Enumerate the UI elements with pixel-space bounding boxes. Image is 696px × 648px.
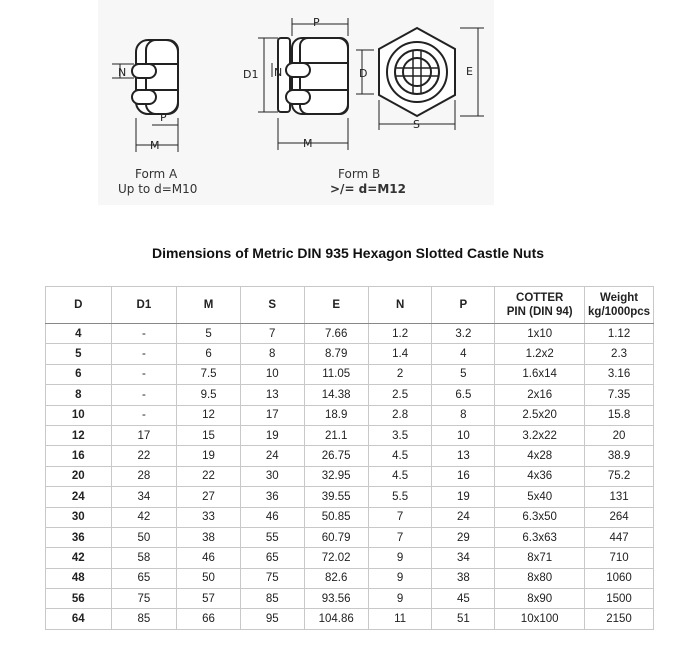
column-header: D <box>46 287 112 324</box>
table-cell: 1500 <box>585 589 654 609</box>
table-cell: 75.2 <box>585 466 654 486</box>
form-b-p-label: P <box>313 16 320 29</box>
table-cell: 34 <box>432 548 495 568</box>
table-cell: 264 <box>585 507 654 527</box>
table-cell: 9.5 <box>177 385 241 405</box>
form-b-d1-label: D1 <box>243 68 259 81</box>
table-row <box>46 466 654 486</box>
table-cell: - <box>111 324 177 344</box>
table-cell: 4 <box>432 344 495 364</box>
form-b-n-label: N <box>274 66 283 79</box>
table-cell: 5 <box>46 344 112 364</box>
table-cell: 29 <box>432 527 495 547</box>
form-b-title: Form B <box>338 167 381 181</box>
table-cell: 104.86 <box>304 609 368 629</box>
table-cell: 10x100 <box>495 609 585 629</box>
form-b-m-label: M <box>303 137 313 150</box>
column-header: D1 <box>111 287 177 324</box>
form-a-nut <box>132 40 178 114</box>
table-cell: 7 <box>240 324 304 344</box>
table-row <box>46 487 654 507</box>
table-row <box>46 609 654 629</box>
table-cell: 2 <box>368 364 432 384</box>
table-cell: 8x71 <box>495 548 585 568</box>
table-cell: 4x28 <box>495 446 585 466</box>
table-cell: 4x36 <box>495 466 585 486</box>
table-row <box>46 364 654 384</box>
table-cell: 33 <box>177 507 241 527</box>
table-cell: 32.95 <box>304 466 368 486</box>
table-cell: 15.8 <box>585 405 654 425</box>
table-cell: 7 <box>368 507 432 527</box>
table-cell: 72.02 <box>304 548 368 568</box>
form-a-title: Form A <box>135 167 178 181</box>
table-cell: 4.5 <box>368 466 432 486</box>
table-cell: 85 <box>240 589 304 609</box>
table-cell: 65 <box>240 548 304 568</box>
table-cell: 11.05 <box>304 364 368 384</box>
table-cell: - <box>111 405 177 425</box>
table-cell: 36 <box>240 487 304 507</box>
table-cell: 447 <box>585 527 654 547</box>
table-cell: 93.56 <box>304 589 368 609</box>
form-a-p-label: P <box>160 111 167 124</box>
table-cell: 8 <box>46 385 112 405</box>
table-cell: 2.5x20 <box>495 405 585 425</box>
table-cell: 10 <box>432 425 495 445</box>
table-cell: 11 <box>368 609 432 629</box>
table-cell: 20 <box>585 425 654 445</box>
table-cell: 6.3x63 <box>495 527 585 547</box>
table-cell: 1.2x2 <box>495 344 585 364</box>
table-cell: 24 <box>432 507 495 527</box>
table-row <box>46 507 654 527</box>
form-a-m-label: M <box>150 139 160 152</box>
table-cell: 14.38 <box>304 385 368 405</box>
table-cell: 27 <box>177 487 241 507</box>
table-cell: 75 <box>111 589 177 609</box>
table-cell: 3.5 <box>368 425 432 445</box>
table-cell: 2.5 <box>368 385 432 405</box>
form-b-nut <box>278 38 348 114</box>
table-cell: 75 <box>240 568 304 588</box>
column-header: E <box>304 287 368 324</box>
table-row <box>46 548 654 568</box>
table-cell: 18.9 <box>304 405 368 425</box>
table-cell: 17 <box>111 425 177 445</box>
table-cell: 34 <box>111 487 177 507</box>
table-cell: 8 <box>240 344 304 364</box>
castle-nut-drawing <box>0 0 696 210</box>
table-cell: 46 <box>240 507 304 527</box>
table-cell: 28 <box>111 466 177 486</box>
table-cell: 50.85 <box>304 507 368 527</box>
table-cell: 20 <box>46 466 112 486</box>
table-cell: 13 <box>240 385 304 405</box>
table-cell: 3.2 <box>432 324 495 344</box>
column-header: COTTER PIN (DIN 94) <box>495 287 585 324</box>
table-cell: - <box>111 364 177 384</box>
table-cell: 64 <box>46 609 112 629</box>
table-cell: 2150 <box>585 609 654 629</box>
table-cell: 3.2x22 <box>495 425 585 445</box>
table-row <box>46 405 654 425</box>
table-cell: 9 <box>368 568 432 588</box>
table-row <box>46 589 654 609</box>
table-cell: 60.79 <box>304 527 368 547</box>
table-cell: 26.75 <box>304 446 368 466</box>
form-a-n-label: N <box>118 66 127 79</box>
table-cell: 12 <box>46 425 112 445</box>
table-cell: 5.5 <box>368 487 432 507</box>
dimensions-table <box>45 286 654 630</box>
table-cell: 50 <box>111 527 177 547</box>
table-cell: 6.5 <box>432 385 495 405</box>
column-header: P <box>432 287 495 324</box>
table-cell: 50 <box>177 568 241 588</box>
table-cell: 12 <box>177 405 241 425</box>
table-row <box>46 425 654 445</box>
page-title: Dimensions of Metric DIN 935 Hexagon Slotted Castle Nuts <box>151 245 545 261</box>
table-cell: 16 <box>432 466 495 486</box>
table-cell: 2.3 <box>585 344 654 364</box>
table-cell: 22 <box>177 466 241 486</box>
table-cell: 46 <box>177 548 241 568</box>
table-cell: 19 <box>240 425 304 445</box>
table-cell: 58 <box>111 548 177 568</box>
table-cell: 15 <box>177 425 241 445</box>
table-row <box>46 385 654 405</box>
table-cell: 8x90 <box>495 589 585 609</box>
form-b-subtitle: >/= d=M12 <box>330 182 406 196</box>
table-cell: 13 <box>432 446 495 466</box>
table-cell: 1060 <box>585 568 654 588</box>
table-cell: 4 <box>46 324 112 344</box>
column-header: S <box>240 287 304 324</box>
table-cell: 9 <box>368 589 432 609</box>
table-cell: 7.66 <box>304 324 368 344</box>
table-cell: 48 <box>46 568 112 588</box>
table-row <box>46 568 654 588</box>
table-cell: 8x80 <box>495 568 585 588</box>
table-cell: 38.9 <box>585 446 654 466</box>
table-cell: 17 <box>240 405 304 425</box>
table-cell: 5 <box>177 324 241 344</box>
hex-d-label: D <box>359 67 368 80</box>
table-cell: 30 <box>46 507 112 527</box>
form-a-subtitle: Up to d=M10 <box>118 182 198 196</box>
table-cell: 38 <box>432 568 495 588</box>
table-row <box>46 527 654 547</box>
table-cell: 65 <box>111 568 177 588</box>
table-cell: 9 <box>368 548 432 568</box>
table-cell: 7.35 <box>585 385 654 405</box>
table-cell: 1.4 <box>368 344 432 364</box>
column-header: M <box>177 287 241 324</box>
table-cell: 24 <box>240 446 304 466</box>
table-cell: 5 <box>432 364 495 384</box>
table-cell: 56 <box>46 589 112 609</box>
column-header: N <box>368 287 432 324</box>
table-cell: 55 <box>240 527 304 547</box>
table-cell: 6 <box>46 364 112 384</box>
table-cell: 51 <box>432 609 495 629</box>
table-cell: 57 <box>177 589 241 609</box>
table-cell: - <box>111 385 177 405</box>
table-cell: 95 <box>240 609 304 629</box>
table-cell: 38 <box>177 527 241 547</box>
table-row <box>46 324 654 344</box>
table-cell: 2x16 <box>495 385 585 405</box>
table-cell: 7.5 <box>177 364 241 384</box>
table-cell: 8 <box>432 405 495 425</box>
table-cell: - <box>111 344 177 364</box>
table-body <box>46 324 654 630</box>
table-cell: 42 <box>46 548 112 568</box>
table-cell: 2.8 <box>368 405 432 425</box>
table-cell: 10 <box>46 405 112 425</box>
table-cell: 1.6x14 <box>495 364 585 384</box>
table-cell: 21.1 <box>304 425 368 445</box>
table-row <box>46 344 654 364</box>
table-cell: 131 <box>585 487 654 507</box>
table-cell: 19 <box>177 446 241 466</box>
table-cell: 5x40 <box>495 487 585 507</box>
table-cell: 19 <box>432 487 495 507</box>
table-cell: 6 <box>177 344 241 364</box>
table-cell: 39.55 <box>304 487 368 507</box>
column-header: Weight kg/1000pcs <box>585 287 654 324</box>
table-cell: 16 <box>46 446 112 466</box>
table-header-row <box>46 287 654 324</box>
table-cell: 1x10 <box>495 324 585 344</box>
table-cell: 10 <box>240 364 304 384</box>
table-cell: 8.79 <box>304 344 368 364</box>
table-cell: 710 <box>585 548 654 568</box>
technical-drawing <box>0 0 696 210</box>
table-cell: 7 <box>368 527 432 547</box>
table-cell: 6.3x50 <box>495 507 585 527</box>
table-cell: 30 <box>240 466 304 486</box>
table-cell: 3.16 <box>585 364 654 384</box>
table-row <box>46 446 654 466</box>
table-cell: 36 <box>46 527 112 547</box>
table-cell: 24 <box>46 487 112 507</box>
table-cell: 42 <box>111 507 177 527</box>
table-cell: 45 <box>432 589 495 609</box>
table-cell: 1.12 <box>585 324 654 344</box>
table-cell: 85 <box>111 609 177 629</box>
hex-e-label: E <box>466 65 473 78</box>
table-cell: 22 <box>111 446 177 466</box>
table-cell: 66 <box>177 609 241 629</box>
table-cell: 82.6 <box>304 568 368 588</box>
table-cell: 1.2 <box>368 324 432 344</box>
table-cell: 4.5 <box>368 446 432 466</box>
hex-s-label: S <box>413 118 420 131</box>
